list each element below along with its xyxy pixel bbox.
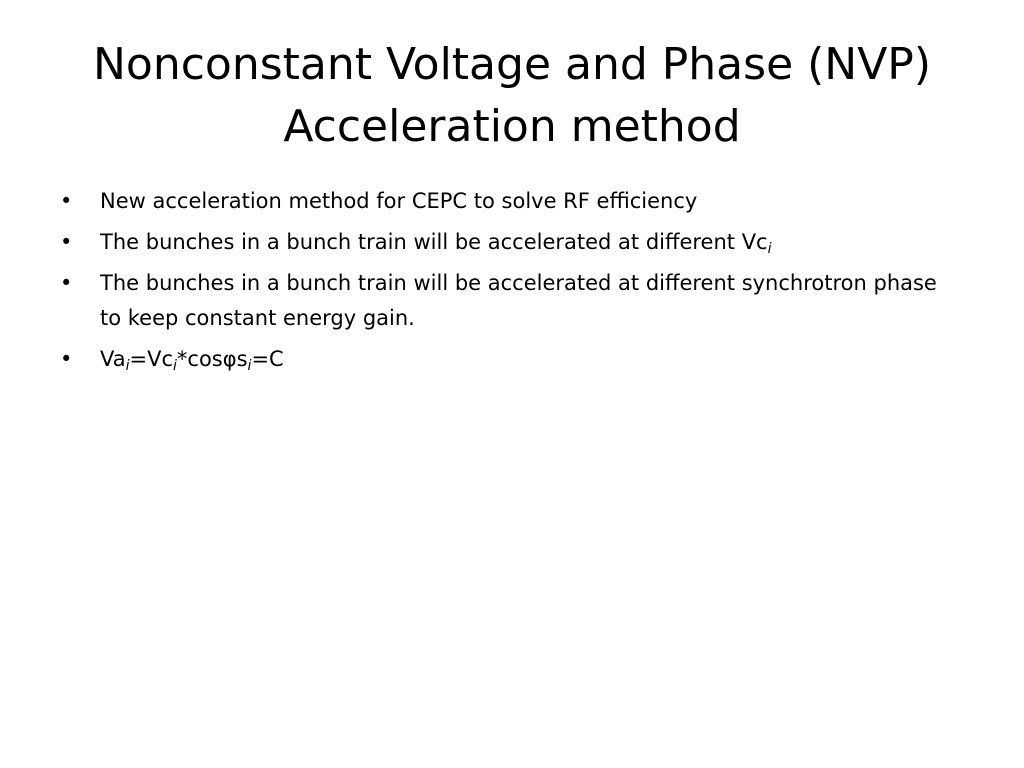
slide-title [40, 34, 984, 158]
bullet-text: The bunches in a bunch train will be accelerated at different Vc [100, 230, 768, 254]
bullet-list [60, 184, 960, 383]
bullet-item-3 [60, 266, 960, 336]
bullet-marker: • [60, 347, 73, 371]
slide-title-line-2: Acceleration method [283, 101, 741, 152]
bullet-item-2 [60, 225, 960, 260]
formula-part: =Vc [129, 347, 174, 371]
bullet-item-4-formula [60, 342, 960, 377]
bullet-item-1 [60, 184, 960, 219]
bullet-marker: • [60, 230, 73, 254]
subscript: i [767, 241, 772, 257]
subscript: i [247, 358, 252, 374]
bullet-text: New acceleration method for CEPC to solve RF efficiency [100, 189, 698, 213]
bullet-marker: • [60, 271, 73, 295]
subscript: i [125, 358, 130, 374]
bullet-marker: • [60, 189, 73, 213]
slide-title-line-1: Nonconstant Voltage and Phase (NVP) [92, 39, 932, 90]
formula-part: *cosφs [176, 347, 248, 371]
formula-part: =C [251, 347, 284, 371]
bullet-text: The bunches in a bunch train will be accelerated at different synchrotron phase to keep constant energy gain. [100, 271, 937, 330]
subscript: i [173, 358, 177, 374]
formula [100, 347, 284, 374]
formula-part: Va [100, 347, 126, 371]
